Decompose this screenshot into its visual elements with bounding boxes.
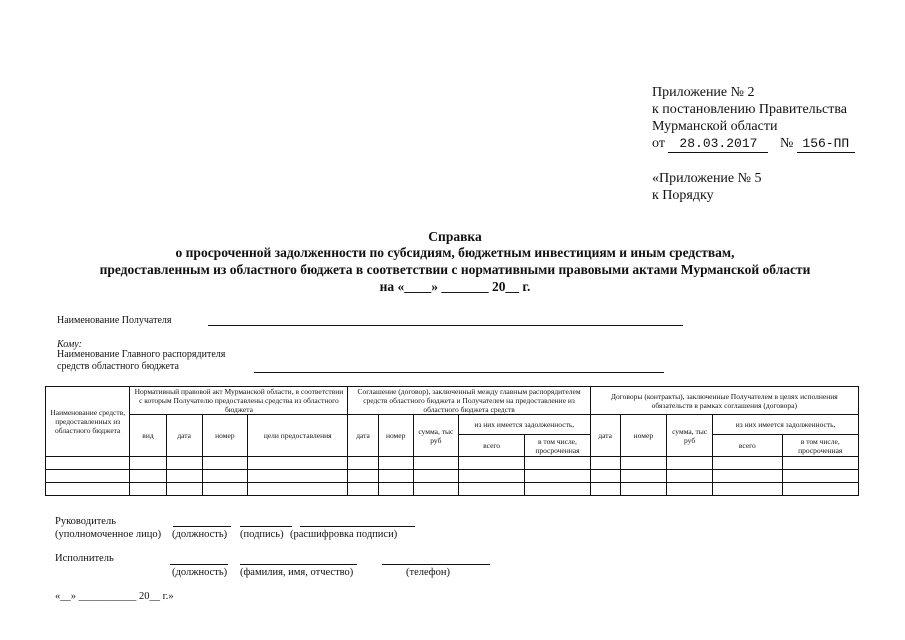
col-header-agr-date: дата — [348, 415, 378, 457]
appendix-line2: к постановлению Правительства — [652, 102, 848, 117]
col-header-npa-type: вид — [130, 415, 166, 457]
appendix-line5: «Приложение № 5 — [652, 171, 762, 186]
appendix-line1: Приложение № 2 — [652, 85, 755, 100]
doc-subtitle-3: на «____» _______ 20__ г. — [379, 279, 531, 294]
executor-phone-caption: (телефон) — [406, 567, 450, 578]
decree-date: 28.03.2017 — [668, 135, 768, 153]
executor-name-line — [240, 564, 357, 565]
appendix-line6: к Порядку — [652, 188, 714, 203]
col-header-con-debt-overdue: в том числе, просроченная — [782, 435, 858, 457]
signing-date: «__» ___________ 20__ г.» — [55, 591, 174, 602]
to-line1: Наименование Главного распорядителя — [57, 349, 226, 360]
col-header-con-debt: из них имеется задолженность, — [713, 415, 859, 435]
executor-label: Исполнитель — [55, 553, 114, 564]
group-header-contracts: Договоры (контракты), заключенные Получателем в целях исполнения обязательств в рамках соглашения (договора) — [590, 387, 858, 415]
head-position-line — [173, 526, 231, 527]
executor-position-caption: (должность) — [172, 567, 228, 578]
doc-subtitle-2: предоставленным из областного бюджета в соответствии с нормативными правовыми актами Мурманской области — [99, 262, 811, 277]
recipient-field-line — [208, 325, 683, 326]
doc-subtitle-1: о просроченной задолженности по субсидиям, бюджетным инвестициям и иным средствам, — [175, 245, 735, 260]
head-decoding-caption: (расшифровка подписи) — [290, 529, 398, 540]
group-header-npa: Нормативный правовой акт Мурманской области, в соответствии с которым Получателю предоставлены средства из областного бюджета — [130, 387, 348, 415]
col-header-con-date: дата — [590, 415, 620, 457]
col-header-agr-debt-total: всего — [458, 435, 524, 457]
col-header-agr-debt: из них имеется задолженность, — [458, 415, 590, 435]
doc-title: Справка — [428, 229, 482, 244]
head-label: Руководитель — [55, 516, 116, 527]
table-row — [46, 457, 859, 470]
head-decoding-line — [300, 526, 415, 527]
col-header-agr-sum: сумма, тыс руб — [413, 415, 458, 457]
to-label: Кому: — [57, 339, 82, 350]
decree-number: 156-ПП — [797, 135, 855, 153]
head-position-caption: (должность) — [172, 529, 228, 540]
head-signature-caption: (подпись) — [240, 529, 284, 540]
from-label: от — [652, 136, 665, 151]
col-header-npa-number: номер — [202, 415, 247, 457]
head-sub-label: (уполномоченное лицо) — [55, 529, 162, 540]
executor-position-line — [170, 564, 228, 565]
table-row — [46, 470, 859, 483]
to-line2: средств областного бюджета — [57, 361, 179, 372]
to-field-line — [254, 372, 664, 373]
head-signature-line — [240, 526, 292, 527]
col-header-npa-purpose: цели предоставления — [247, 415, 348, 457]
appendix-line3: Мурманской области — [652, 119, 778, 134]
recipient-label: Наименование Получателя — [57, 315, 172, 326]
number-label: № — [779, 136, 794, 151]
col-header-con-number: номер — [620, 415, 666, 457]
col-header-name: Наименование средств, предоставленных из областного бюджета — [46, 387, 130, 457]
appendix-date-row — [652, 135, 855, 153]
col-header-agr-number: номер — [378, 415, 413, 457]
executor-phone-line — [382, 564, 490, 565]
table-row — [46, 483, 859, 496]
executor-name-caption: (фамилия, имя, отчество) — [240, 567, 354, 578]
debt-table — [45, 386, 859, 496]
col-header-agr-debt-overdue: в том числе, просроченная — [525, 435, 590, 457]
col-header-con-sum: сумма, тыс руб — [666, 415, 712, 457]
col-header-npa-date: дата — [166, 415, 202, 457]
group-header-agreement: Соглашение (договор), заключенный между главным распорядителем средств областного бюджета и Получателем на предоставление из областного бюджета средств — [348, 387, 590, 415]
col-header-con-debt-total: всего — [713, 435, 782, 457]
